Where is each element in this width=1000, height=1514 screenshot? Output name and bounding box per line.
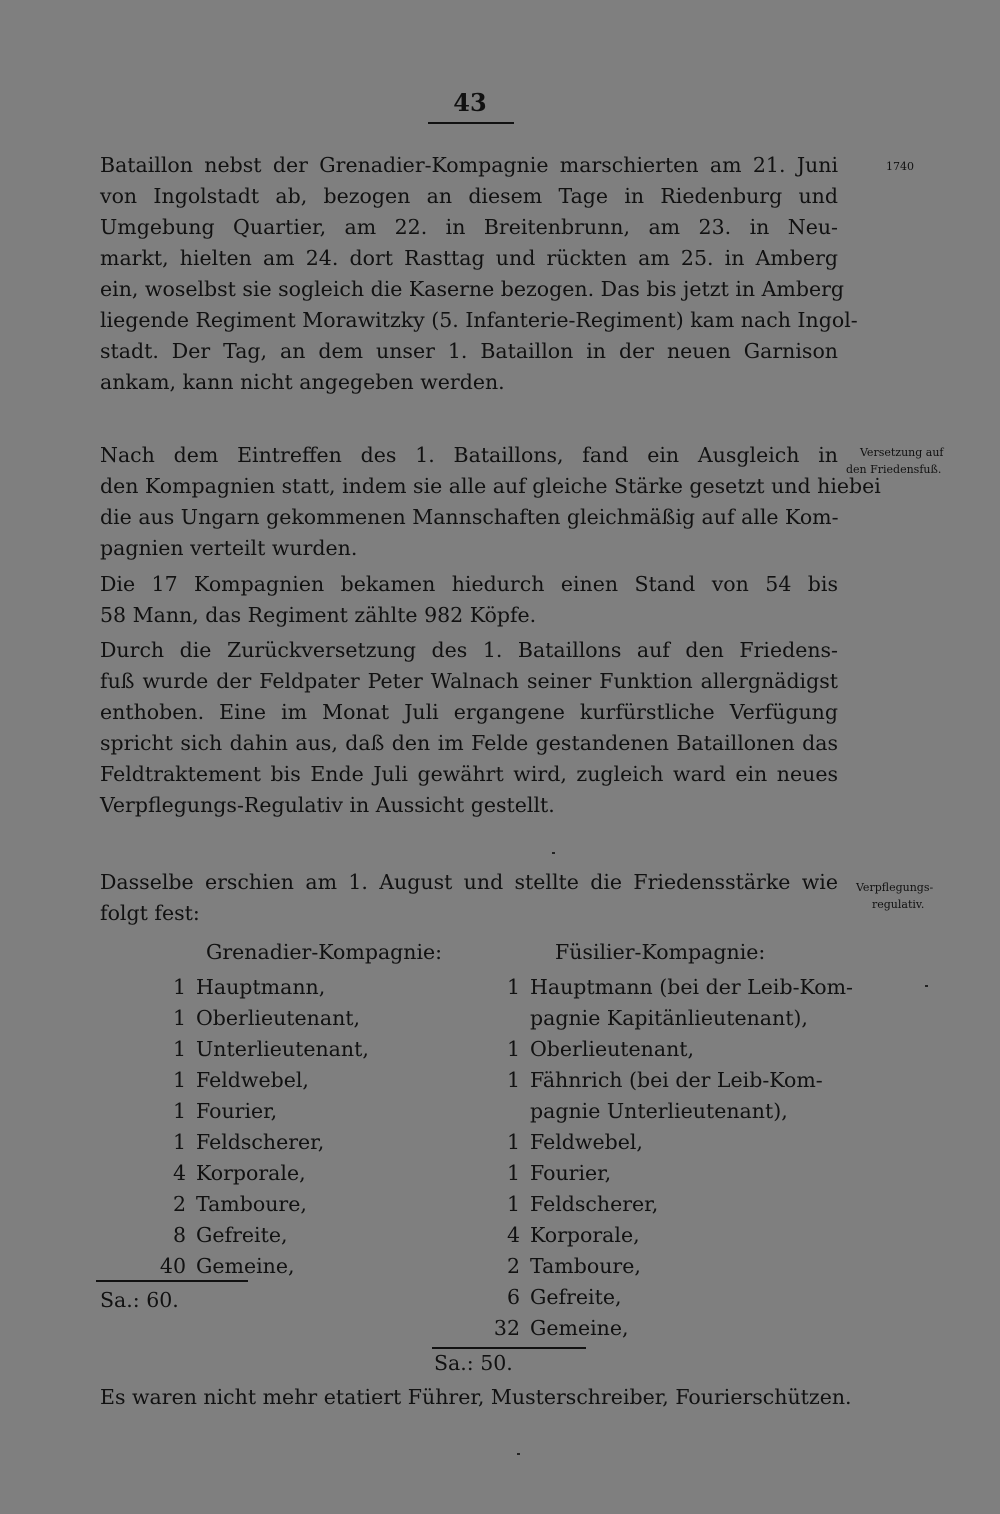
item-count: 32 — [493, 1316, 520, 1340]
item-count: 4 — [172, 1161, 186, 1185]
page-number-rule — [428, 122, 514, 124]
item-label: Feldscherer, — [530, 1192, 659, 1216]
item-count: 1 — [172, 1130, 186, 1154]
text-line: Nach dem Eintreffen des 1. Bataillons, fand ein Ausgleich in — [100, 443, 838, 467]
item-label: pagnie Kapitänlieutenant), — [530, 1006, 808, 1030]
item-label: Oberlieutenant, — [530, 1037, 695, 1061]
paragraph-4 — [100, 635, 838, 821]
text-line: Verpflegungs-Regulativ in Aussicht gestellt. — [100, 793, 555, 817]
margin-note-line: Verpflegungs- — [856, 881, 934, 894]
item-count: 1 — [172, 975, 186, 999]
list-item — [150, 1189, 307, 1220]
list-item — [150, 1034, 369, 1065]
speck — [517, 1453, 520, 1455]
text-line: liegende Regiment Morawitzky (5. Infanterie-Regiment) kam nach Ingol- — [100, 308, 858, 332]
text-line: Umgebung Quartier, am 22. in Breitenbrunn, am 23. in Neu- — [100, 215, 838, 239]
text-line: den Kompagnien statt, indem sie alle auf gleiche Stärke gesetzt und hiebei — [100, 474, 881, 498]
item-label: Fourier, — [530, 1161, 612, 1185]
margin-note-verpflegung — [856, 879, 933, 913]
item-count: 1 — [506, 1161, 520, 1185]
text-line: Durch die Zurückversetzung des 1. Bataillons auf den Friedens- — [100, 638, 838, 662]
list-item — [484, 1220, 640, 1251]
item-label: Unterlieutenant, — [196, 1037, 369, 1061]
grenadier-sum-rule — [96, 1280, 248, 1282]
paragraph-5 — [100, 867, 838, 929]
page-number: 43 — [453, 88, 487, 117]
speck — [552, 852, 555, 854]
list-item — [150, 972, 325, 1003]
fusilier-sum: Sa.: 50. — [434, 1351, 513, 1375]
final-line: Es waren nicht mehr etatiert Führer, Musterschreiber, Fourierschützen. — [100, 1385, 852, 1409]
item-count: 2 — [172, 1192, 186, 1216]
text-line: pagnien verteilt wurden. — [100, 536, 358, 560]
text-line: spricht sich dahin aus, daß den im Felde gestandenen Bataillonen das — [100, 731, 838, 755]
item-label: Gemeine, — [530, 1316, 629, 1340]
item-count: 1 — [172, 1099, 186, 1123]
item-count: 4 — [506, 1223, 520, 1247]
text-line: markt, hielten am 24. dort Rasttag und rückten am 25. in Amberg — [100, 246, 838, 270]
text-line: Feldtraktement bis Ende Juli gewährt wird, zugleich ward ein neues — [100, 762, 838, 786]
list-item — [484, 1313, 629, 1344]
margin-note-year: 1740 — [886, 160, 914, 173]
item-label: Oberlieutenant, — [196, 1006, 361, 1030]
item-label: Feldwebel, — [530, 1130, 643, 1154]
list-item — [484, 1127, 643, 1158]
list-item — [150, 1158, 306, 1189]
item-count: 1 — [172, 1037, 186, 1061]
text-line: Die 17 Kompagnien bekamen hiedurch einen Stand von 54 bis — [100, 572, 838, 596]
grenadier-heading: Grenadier-Kompagnie: — [206, 940, 443, 964]
item-label: Gefreite, — [530, 1285, 622, 1309]
paragraph-3 — [100, 569, 838, 631]
list-item — [484, 1003, 808, 1034]
list-item — [150, 1003, 360, 1034]
item-label: Korporale, — [530, 1223, 640, 1247]
item-label: Feldwebel, — [196, 1068, 309, 1092]
item-label: Korporale, — [196, 1161, 306, 1185]
item-label: Feldscherer, — [196, 1130, 325, 1154]
item-label: Tamboure, — [530, 1254, 641, 1278]
list-item — [150, 1065, 309, 1096]
item-count: 1 — [506, 1068, 520, 1092]
item-label: Tamboure, — [196, 1192, 307, 1216]
item-count: 1 — [172, 1006, 186, 1030]
text-line: folgt fest: — [100, 901, 200, 925]
paragraph-2 — [100, 440, 881, 564]
item-label: pagnie Unterlieutenant), — [530, 1099, 788, 1123]
text-line: stadt. Der Tag, an dem unser 1. Bataillon in der neuen Garnison — [100, 339, 838, 363]
text-line: Bataillon nebst der Grenadier-Kompagnie marschierten am 21. Juni — [100, 153, 838, 177]
list-item — [484, 1189, 658, 1220]
fusilier-sum-rule — [432, 1347, 586, 1349]
list-item — [484, 972, 853, 1003]
list-item — [150, 1127, 324, 1158]
list-item — [150, 1096, 277, 1127]
list-item — [484, 1096, 788, 1127]
list-item — [484, 1282, 621, 1313]
item-label: Gefreite, — [196, 1223, 288, 1247]
item-count: 1 — [506, 1130, 520, 1154]
paragraph-1 — [100, 150, 858, 398]
list-item — [484, 1065, 823, 1096]
margin-note-line: den Friedensfuß. — [846, 463, 942, 476]
item-count: 1 — [506, 1037, 520, 1061]
text-line: ankam, kann nicht angegeben werden. — [100, 370, 505, 394]
item-count: 1 — [172, 1068, 186, 1092]
item-label: Hauptmann, — [196, 975, 326, 999]
item-label: Fourier, — [196, 1099, 278, 1123]
text-line: die aus Ungarn gekommenen Mannschaften gleichmäßig auf alle Kom- — [100, 505, 839, 529]
grenadier-sum: Sa.: 60. — [100, 1288, 179, 1312]
item-count: 2 — [506, 1254, 520, 1278]
list-item — [150, 1220, 287, 1251]
speck — [925, 985, 928, 987]
text-line: 58 Mann, das Regiment zählte 982 Köpfe. — [100, 603, 537, 627]
item-count: 1 — [506, 1192, 520, 1216]
text-line: enthoben. Eine im Monat Juli ergangene kurfürstliche Verfügung — [100, 700, 838, 724]
margin-note-line: regulativ. — [872, 898, 925, 911]
item-count: 8 — [172, 1223, 186, 1247]
item-label: Hauptmann (bei der Leib-Kom- — [530, 975, 853, 999]
text-line: Dasselbe erschien am 1. August und stellte die Friedensstärke wie — [100, 870, 838, 894]
item-label: Gemeine, — [196, 1254, 295, 1278]
text-line: von Ingolstadt ab, bezogen an diesem Tage in Riedenburg und — [100, 184, 838, 208]
list-item — [484, 1034, 694, 1065]
fusilier-heading: Füsilier-Kompagnie: — [555, 940, 766, 964]
item-count: 40 — [159, 1254, 186, 1278]
list-item — [484, 1251, 641, 1282]
list-item — [150, 1251, 295, 1282]
margin-note-line: Versetzung auf — [860, 446, 944, 459]
text-line: ein, woselbst sie sogleich die Kaserne bezogen. Das bis jetzt in Amberg — [100, 277, 845, 301]
list-item — [484, 1158, 611, 1189]
item-label: Fähnrich (bei der Leib-Kom- — [530, 1068, 823, 1092]
item-count: 1 — [506, 975, 520, 999]
margin-note-versetzung — [846, 444, 944, 478]
text-line: fuß wurde der Feldpater Peter Walnach seiner Funktion allergnädigst — [100, 669, 838, 693]
item-count: 6 — [506, 1285, 520, 1309]
